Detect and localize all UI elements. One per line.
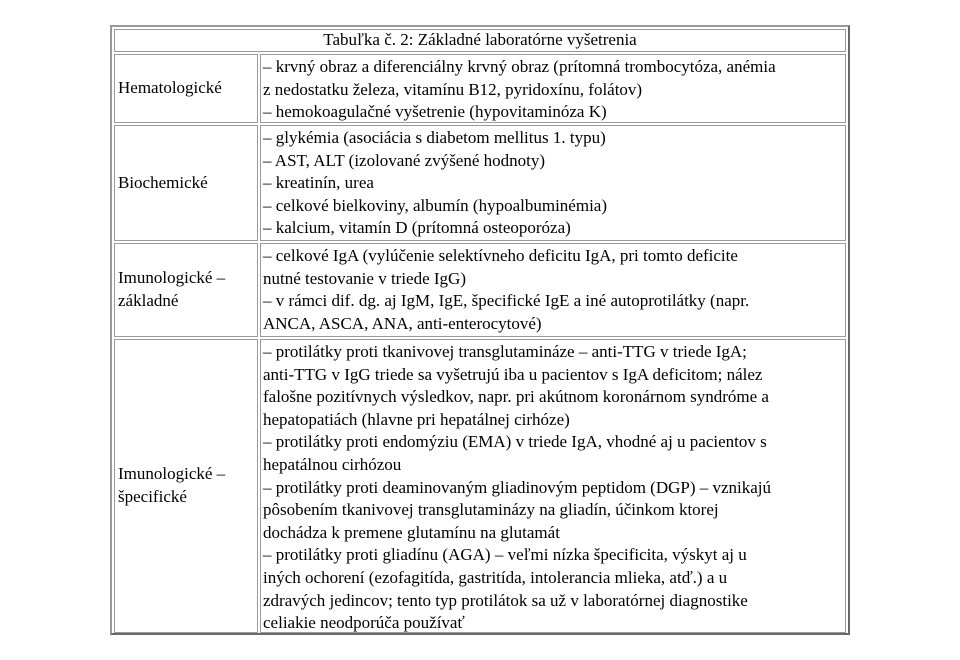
row-label-hematologic bbox=[114, 54, 258, 123]
content-line: – protilátky proti tkanivovej transglutamináze – anti-TTG v triede IgA; bbox=[263, 342, 747, 361]
table-title: Tabuľka č. 2: Základné laboratórne vyšetrenia bbox=[114, 29, 846, 52]
content-line: hepatopatiách (hlavne pri hepatálnej cirhóze) bbox=[263, 409, 570, 429]
content-line: – hemokoagulačné vyšetrenie (hypovitaminóza K) bbox=[263, 102, 607, 122]
content-line: – protilátky proti gliadínu (AGA) – veľmi nízka špecificita, výskyt aj u bbox=[263, 545, 747, 565]
content-line: – v rámci dif. dg. aj IgM, IgE, špecifické IgE a iné autoprotilátky (napr. bbox=[263, 291, 750, 311]
content-line: falošne pozitívnych výsledkov, napr. pri akútnom koronárnom syndróme a bbox=[263, 387, 769, 407]
row-label-immunologic-basic bbox=[114, 243, 258, 337]
content-line: – glykémia (asociácia s diabetom mellitus 1. typu) bbox=[263, 128, 606, 147]
content-line: dochádza k premene glutamínu na glutamát bbox=[263, 522, 560, 542]
row-content-biochemical bbox=[260, 125, 846, 241]
content-line: iných ochorení (ezofagitída, gastritída, intolerancia mlieka, atď.) a u bbox=[263, 567, 728, 587]
label-line: Imunologické – bbox=[118, 464, 226, 484]
label-line: špecifické bbox=[118, 487, 187, 506]
content-line: hepatálnou cirhózou bbox=[263, 454, 402, 474]
content-line: – celkové IgA (vylúčenie selektívneho deficitu IgA, pri tomto deficite bbox=[263, 246, 738, 265]
row-label-text bbox=[118, 172, 208, 195]
content-line: celiakie neodporúča používať bbox=[263, 613, 465, 633]
content-line: zdravých jedincov; tento typ protilátok sa už v laboratórnej diagnostike bbox=[263, 590, 748, 610]
row-label-text bbox=[118, 77, 222, 100]
row-content-immunologic-basic bbox=[260, 243, 846, 337]
content-line: – celkové bielkoviny, albumín (hypoalbuminémia) bbox=[263, 195, 608, 215]
row-content-hematologic bbox=[260, 54, 846, 123]
row-label-biochemical bbox=[114, 125, 258, 241]
row-label-text bbox=[118, 463, 225, 508]
content-line: – AST, ALT (izolované zvýšené hodnoty) bbox=[263, 150, 546, 170]
lab-tests-table bbox=[110, 25, 850, 635]
content-line: anti-TTG v IgG triede sa vyšetrujú iba u pacientov s IgA deficitom; nález bbox=[263, 364, 763, 384]
content-line: – kalcium, vitamín D (prítomná osteoporóza) bbox=[263, 218, 571, 238]
content-line: z nedostatku železa, vitamínu B12, pyridoxínu, folátov) bbox=[263, 79, 643, 99]
content-line: ANCA, ASCA, ANA, anti-enterocytové) bbox=[263, 313, 542, 333]
content-line: – protilátky proti deaminovaným gliadinovým peptidom (DGP) – vznikajú bbox=[263, 477, 772, 497]
content-line: – kreatinín, urea bbox=[263, 173, 374, 193]
content-line: pôsobením tkanivovej transglutaminázy na gliadín, účinkom ktorej bbox=[263, 500, 719, 520]
content-line: nutné testovanie v triede IgG) bbox=[263, 268, 466, 288]
row-label-immunologic-specific bbox=[114, 339, 258, 633]
label-line: základné bbox=[118, 291, 179, 310]
label-line: Imunologické – bbox=[118, 268, 226, 288]
row-label-text bbox=[118, 267, 225, 312]
content-line: – krvný obraz a diferenciálny krvný obraz (prítomná trombocytóza, anémia bbox=[263, 57, 776, 76]
label-line: Biochemické bbox=[118, 172, 208, 192]
row-content-immunologic-specific bbox=[260, 339, 846, 633]
label-line: Hematologické bbox=[118, 78, 222, 98]
content-line: – protilátky proti endomýziu (EMA) v triede IgA, vhodné aj u pacientov s bbox=[263, 432, 767, 452]
